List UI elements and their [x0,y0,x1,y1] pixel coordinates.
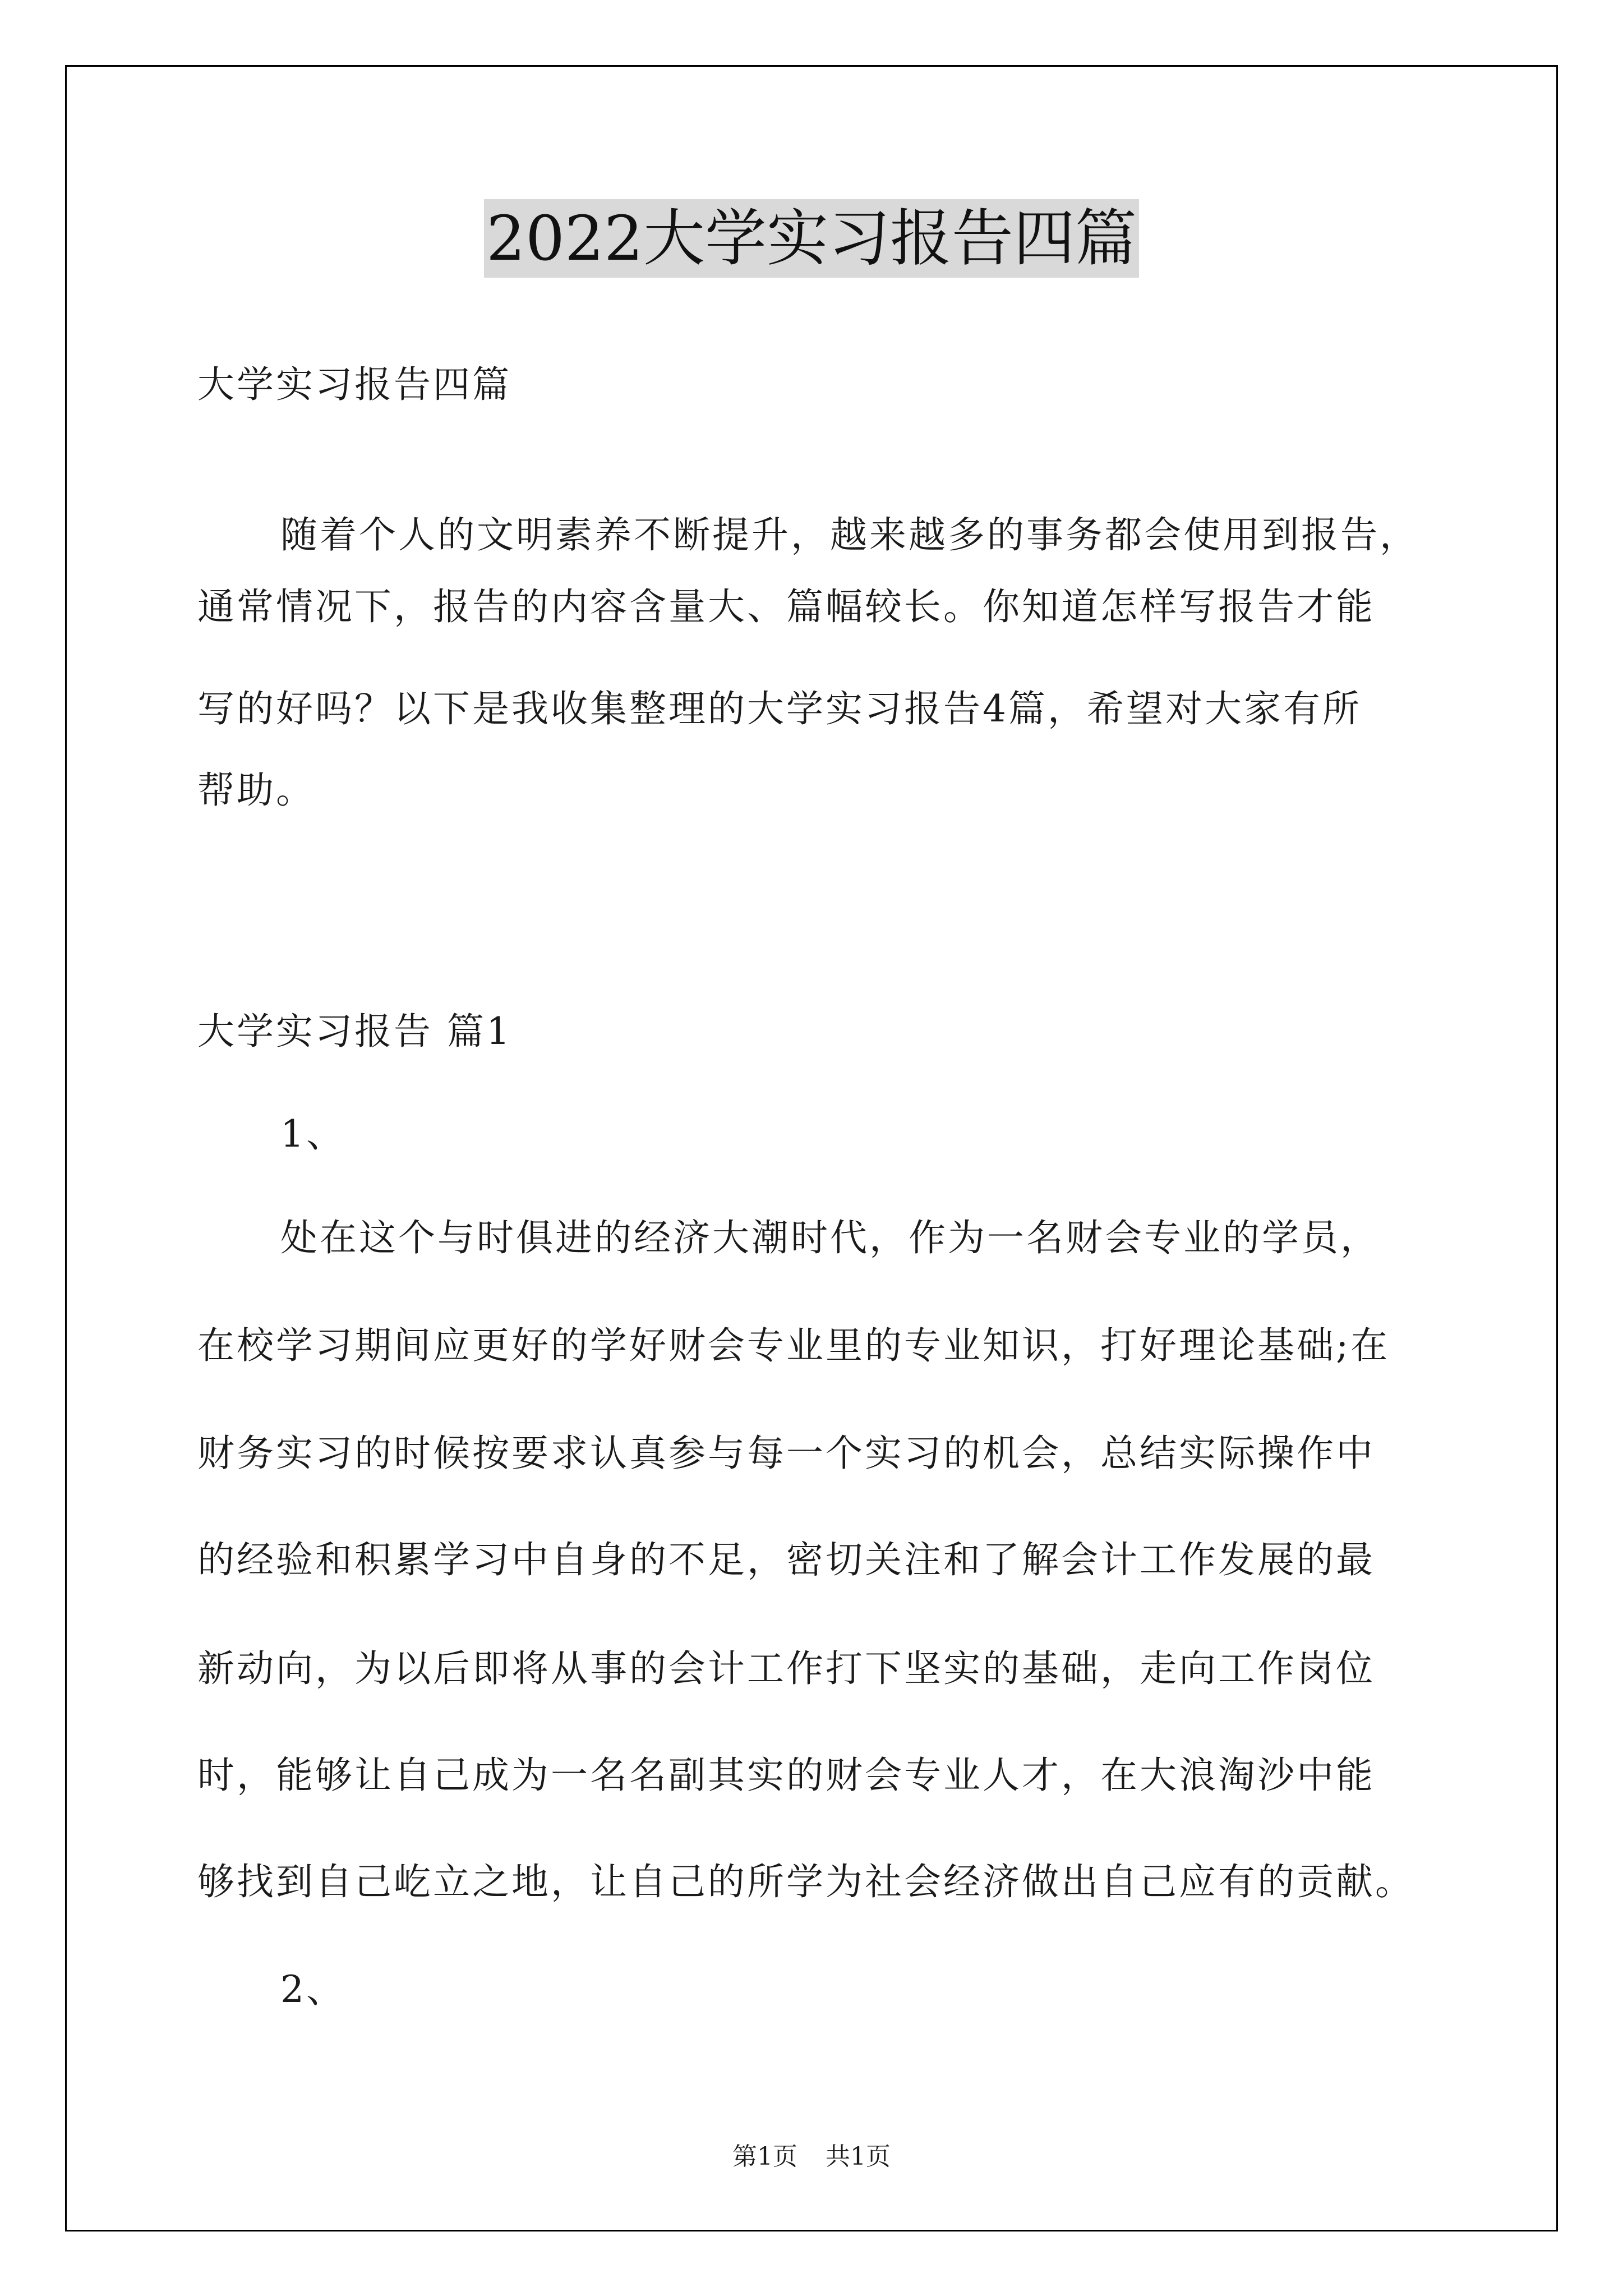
section-heading: 大学实习报告 篇1 [197,1010,512,1053]
intro-line: 帮助。 [197,769,315,812]
page-number: 第1页 [732,2142,797,2171]
paragraph-line: 财务实习的时候按要求认真参与每一个实习的机会，总结实际操作中 [197,1432,1375,1475]
paragraph-line: 时，能够让自己成为一名名副其实的财会专业人才，在大浪淘沙中能 [197,1754,1375,1797]
subtitle: 大学实习报告四篇 [197,363,511,406]
paragraph-line: 新动向，为以后即将从事的会计工作打下坚实的基础，走向工作岗位 [197,1647,1375,1690]
page-footer [0,2136,1623,2172]
intro-line: 随着个人的文明素养不断提升，越来越多的事务都会使用到报告， [280,513,1419,556]
page-total: 共1页 [826,2142,891,2171]
document-title: 2022大学实习报告四篇 [484,199,1139,278]
paragraph-line: 够找到自己屹立之地，让自己的所学为社会经济做出自己应有的贡献。 [197,1860,1414,1903]
item-label: 1、 [280,1112,345,1156]
paragraph-line: 在校学习期间应更好的学好财会专业里的专业知识，打好理论基础;在 [197,1324,1390,1367]
paragraph-line: 处在这个与时俱进的经济大潮时代，作为一名财会专业的学员， [280,1216,1380,1259]
intro-line: 通常情况下，报告的内容含量大、篇幅较长。你知道怎样写报告才能 [197,585,1375,628]
intro-line: 写的好吗？以下是我收集整理的大学实习报告4篇，希望对大家有所 [197,687,1362,730]
paragraph-line: 的经验和积累学习中自身的不足，密切关注和了解会计工作发展的最 [197,1538,1375,1581]
item-label: 2、 [280,1968,345,2011]
